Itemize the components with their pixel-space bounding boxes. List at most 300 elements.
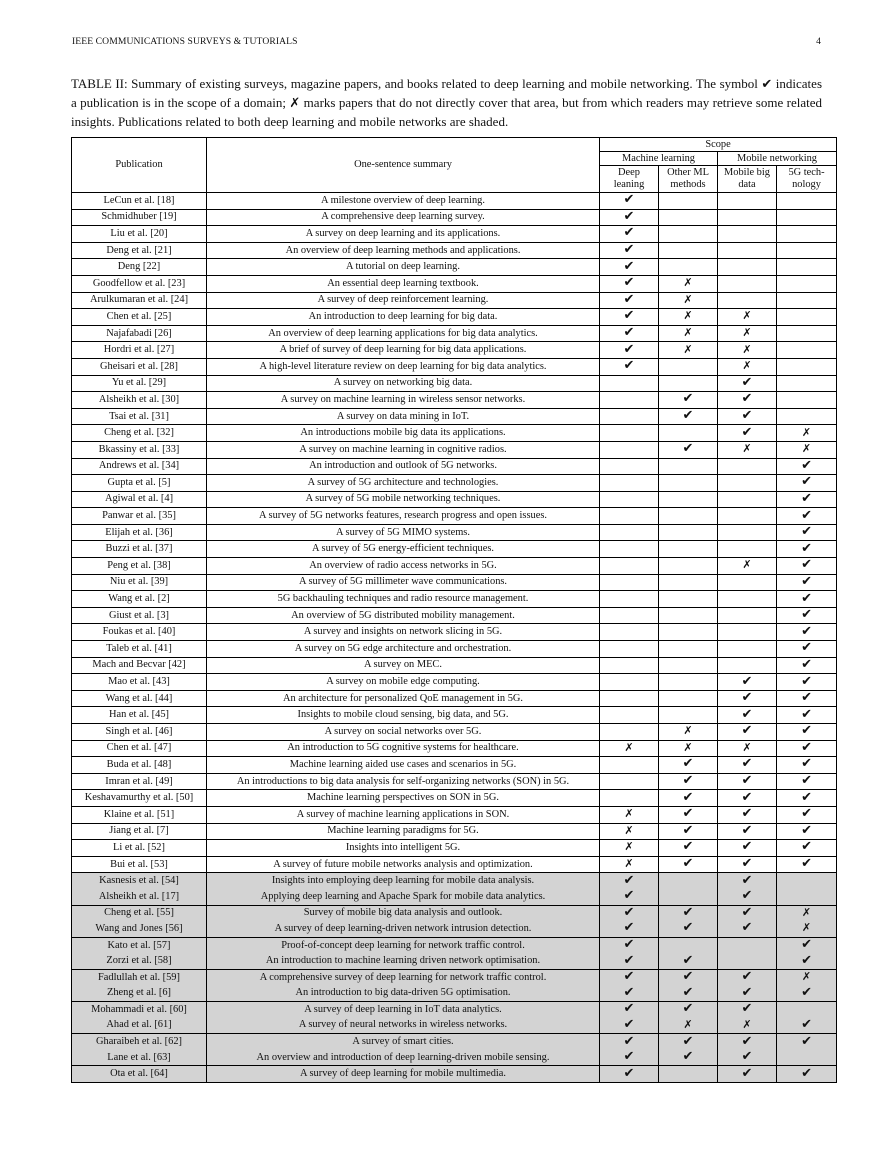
scope-cell xyxy=(659,342,718,359)
cross-icon: ✗ xyxy=(683,326,693,340)
running-header xyxy=(72,36,821,50)
scope-cell xyxy=(659,508,718,525)
scope-cell xyxy=(659,969,718,985)
scope-cell xyxy=(600,690,659,707)
scope-cell xyxy=(777,674,837,691)
check-icon: ✔ xyxy=(801,474,812,490)
summary-cell: A tutorial on deep learning. xyxy=(207,259,600,276)
summary-cell: A milestone overview of deep learning. xyxy=(207,193,600,210)
scope-cell xyxy=(659,773,718,790)
table-row xyxy=(72,242,837,259)
summary-cell: An overview of deep learning applications for big data analytics. xyxy=(207,325,600,342)
cross-icon: ✗ xyxy=(801,442,812,456)
scope-cell xyxy=(659,674,718,691)
summary-cell: A survey on deep learning and its applications. xyxy=(207,226,600,243)
check-icon: ✔ xyxy=(801,1033,812,1049)
scope-cell xyxy=(777,242,837,259)
summary-cell: A brief of survey of deep learning for big data applications. xyxy=(207,342,600,359)
col-group-mobile-networking: Mobile networking xyxy=(718,152,837,166)
table-row xyxy=(72,342,837,359)
table-row xyxy=(72,724,837,741)
summary-cell: An overview of radio access networks in 5G. xyxy=(207,558,600,575)
scope-cell xyxy=(718,937,777,953)
col-header-deep-learning: Deep leaning xyxy=(600,166,659,193)
scope-cell xyxy=(777,558,837,575)
check-icon: ✔ xyxy=(741,789,753,805)
summary-cell: An essential deep learning textbook. xyxy=(207,275,600,292)
scope-cell xyxy=(777,209,837,226)
publication-cell: Agiwal et al. [4] xyxy=(72,491,207,508)
check-icon: ✔ xyxy=(623,921,635,936)
check-icon: ✔ xyxy=(741,424,753,440)
scope-cell xyxy=(600,969,659,985)
scope-cell xyxy=(659,607,718,624)
scope-cell xyxy=(718,806,777,823)
col-header-other-ml: Other ML methods xyxy=(659,166,718,193)
table-row xyxy=(72,790,837,807)
check-icon: ✔ xyxy=(623,1017,635,1032)
scope-cell xyxy=(777,724,837,741)
summary-cell: Machine learning perspectives on SON in 5G. xyxy=(207,790,600,807)
table-row xyxy=(72,259,837,276)
table-row xyxy=(72,740,837,757)
scope-cell xyxy=(659,541,718,558)
check-icon: ✔ xyxy=(623,192,635,208)
scope-cell xyxy=(718,375,777,392)
table-caption xyxy=(71,75,822,131)
scope-cell xyxy=(659,325,718,342)
table-row xyxy=(72,1050,837,1066)
check-icon: ✔ xyxy=(741,806,753,822)
scope-cell xyxy=(718,757,777,774)
scope-cell xyxy=(600,641,659,658)
summary-cell: A survey on mobile edge computing. xyxy=(207,674,600,691)
scope-cell xyxy=(777,458,837,475)
publication-cell: Wang et al. [44] xyxy=(72,690,207,707)
col-header-5g: 5G tech- nology xyxy=(777,166,837,193)
summary-cell: An architecture for personalized QoE management in 5G. xyxy=(207,690,600,707)
scope-cell xyxy=(777,856,837,873)
table-row xyxy=(72,921,837,937)
scope-cell xyxy=(600,823,659,840)
scope-cell xyxy=(718,607,777,624)
publication-cell: Elijah et al. [36] xyxy=(72,524,207,541)
scope-cell xyxy=(600,475,659,492)
scope-cell xyxy=(777,1066,837,1083)
check-icon: ✔ xyxy=(682,985,694,1000)
check-icon: ✔ xyxy=(801,1017,812,1032)
scope-cell xyxy=(718,657,777,674)
summary-cell: An introduction to 5G cognitive systems for healthcare. xyxy=(207,740,600,757)
scope-cell xyxy=(718,392,777,409)
scope-cell xyxy=(777,873,837,889)
check-icon: ✔ xyxy=(623,1049,635,1065)
check-icon: ✔ xyxy=(801,491,812,506)
table-row xyxy=(72,806,837,823)
scope-cell xyxy=(659,953,718,969)
scope-cell xyxy=(718,840,777,857)
summary-cell: A survey of neural networks in wireless networks. xyxy=(207,1018,600,1034)
table-row xyxy=(72,953,837,969)
scope-cell xyxy=(600,491,659,508)
table-row xyxy=(72,458,837,475)
table-row xyxy=(72,657,837,674)
scope-cell xyxy=(600,873,659,889)
check-icon: ✔ xyxy=(801,740,812,755)
caption-text-1: TABLE II: Summary of existing surveys, magazine papers, and books related to deep learning and mobile networking. The symbol xyxy=(71,76,762,91)
publication-cell: Hordri et al. [27] xyxy=(72,342,207,359)
publication-cell: Gharaibeh et al. [62] xyxy=(72,1034,207,1050)
cross-icon: ✗ xyxy=(683,276,693,290)
scope-cell xyxy=(777,707,837,724)
table-row xyxy=(72,641,837,658)
scope-cell xyxy=(600,657,659,674)
publication-cell: Deng et al. [21] xyxy=(72,242,207,259)
table-row xyxy=(72,574,837,591)
table-row xyxy=(72,226,837,243)
check-icon: ✔ xyxy=(741,773,753,789)
scope-cell xyxy=(718,524,777,541)
check-icon: ✔ xyxy=(682,823,694,838)
table-row xyxy=(72,491,837,508)
check-icon: ✔ xyxy=(801,856,812,872)
table-row xyxy=(72,1034,837,1050)
scope-cell xyxy=(718,1034,777,1050)
scope-cell xyxy=(718,1002,777,1018)
scope-cell xyxy=(718,921,777,937)
check-icon: ✔ xyxy=(741,1001,753,1017)
scope-cell xyxy=(600,607,659,624)
cross-icon: ✗ xyxy=(742,309,752,323)
scope-cell xyxy=(600,574,659,591)
publication-cell: Jiang et al. [7] xyxy=(72,823,207,840)
publication-cell: Alsheikh et al. [17] xyxy=(72,889,207,905)
summary-cell: An introduction to big data-driven 5G optimisation. xyxy=(207,986,600,1002)
summary-cell: An introduction to deep learning for big data. xyxy=(207,309,600,326)
cross-icon: ✗ xyxy=(801,921,812,935)
scope-cell xyxy=(659,757,718,774)
cross-icon: ✗ xyxy=(742,740,752,754)
scope-cell xyxy=(600,375,659,392)
scope-cell xyxy=(600,986,659,1002)
scope-cell xyxy=(718,674,777,691)
summary-cell: Survey of mobile big data analysis and outlook. xyxy=(207,905,600,921)
table-row xyxy=(72,905,837,921)
scope-cell xyxy=(600,342,659,359)
summary-cell: An introduction to machine learning driven network optimisation. xyxy=(207,953,600,969)
cross-icon: ✗ xyxy=(683,309,693,323)
table-row xyxy=(72,441,837,458)
cross-icon: ✗ xyxy=(742,442,752,456)
scope-cell xyxy=(659,1018,718,1034)
scope-cell xyxy=(777,375,837,392)
summary-cell: A survey on machine learning in cognitive radios. xyxy=(207,441,600,458)
scope-cell xyxy=(659,657,718,674)
publication-cell: Cheng et al. [55] xyxy=(72,905,207,921)
cross-icon: ✗ xyxy=(801,970,812,984)
summary-cell: Proof-of-concept deep learning for network traffic control. xyxy=(207,937,600,953)
scope-cell xyxy=(659,740,718,757)
scope-cell xyxy=(600,292,659,309)
scope-cell xyxy=(777,657,837,674)
summary-cell: A survey and insights on network slicing in 5G. xyxy=(207,624,600,641)
scope-cell xyxy=(718,309,777,326)
scope-cell xyxy=(718,1050,777,1066)
scope-cell xyxy=(600,806,659,823)
check-icon: ✔ xyxy=(623,209,635,224)
scope-cell xyxy=(659,358,718,375)
publication-cell: Buda et al. [48] xyxy=(72,757,207,774)
check-icon: ✔ xyxy=(741,985,753,1000)
check-icon: ✔ xyxy=(682,1033,694,1049)
table-row xyxy=(72,856,837,873)
survey-table xyxy=(71,137,837,1083)
journal-name: IEEE COMMUNICATIONS SURVEYS & TUTORIALS xyxy=(72,36,298,47)
check-icon: ✔ xyxy=(801,789,812,805)
publication-cell: Schmidhuber [19] xyxy=(72,209,207,226)
check-icon: ✔ xyxy=(801,607,812,623)
scope-cell xyxy=(718,873,777,889)
scope-cell xyxy=(600,740,659,757)
check-icon: ✔ xyxy=(801,690,812,706)
scope-cell xyxy=(659,937,718,953)
scope-cell xyxy=(718,209,777,226)
table-row xyxy=(72,408,837,425)
scope-cell xyxy=(659,1034,718,1050)
check-icon: ✔ xyxy=(623,1065,635,1081)
publication-cell: Alsheikh et al. [30] xyxy=(72,392,207,409)
publication-cell: Panwar et al. [35] xyxy=(72,508,207,525)
check-icon: ✔ xyxy=(623,258,635,274)
publication-cell: Taleb et al. [41] xyxy=(72,641,207,658)
scope-cell xyxy=(600,458,659,475)
table-row xyxy=(72,889,837,905)
scope-cell xyxy=(718,953,777,969)
summary-cell: An overview and introduction of deep learning-driven mobile sensing. xyxy=(207,1050,600,1066)
check-icon: ✔ xyxy=(741,872,753,888)
publication-cell: Mao et al. [43] xyxy=(72,674,207,691)
scope-cell xyxy=(777,1002,837,1018)
summary-cell: Insights into employing deep learning for mobile data analysis. xyxy=(207,873,600,889)
check-icon: ✔ xyxy=(801,937,812,953)
table-row xyxy=(72,969,837,985)
table-row xyxy=(72,757,837,774)
scope-cell xyxy=(600,757,659,774)
scope-cell xyxy=(718,591,777,608)
scope-cell xyxy=(777,392,837,409)
scope-cell xyxy=(600,1034,659,1050)
publication-cell: Niu et al. [39] xyxy=(72,574,207,591)
publication-cell: Deng [22] xyxy=(72,259,207,276)
check-icon: ✔ xyxy=(801,723,812,739)
check-icon: ✔ xyxy=(741,856,753,872)
scope-cell xyxy=(777,921,837,937)
publication-cell: Ota et al. [64] xyxy=(72,1066,207,1083)
scope-cell xyxy=(659,641,718,658)
check-icon: ✔ xyxy=(623,242,635,258)
check-icon: ✔ xyxy=(741,391,753,407)
publication-cell: Ahad et al. [61] xyxy=(72,1018,207,1034)
scope-cell xyxy=(659,475,718,492)
scope-cell xyxy=(600,193,659,210)
scope-cell xyxy=(600,524,659,541)
scope-cell xyxy=(777,508,837,525)
check-icon: ✔ xyxy=(801,985,812,1000)
table-row xyxy=(72,1018,837,1034)
publication-cell: Foukas et al. [40] xyxy=(72,624,207,641)
cross-icon: ✗ xyxy=(683,342,693,356)
scope-cell xyxy=(718,292,777,309)
scope-cell xyxy=(659,408,718,425)
table-row xyxy=(72,937,837,953)
scope-cell xyxy=(777,491,837,508)
check-icon: ✔ xyxy=(801,773,812,789)
summary-cell: A survey on machine learning in wireless sensor networks. xyxy=(207,392,600,409)
scope-cell xyxy=(777,408,837,425)
publication-cell: Chen et al. [47] xyxy=(72,740,207,757)
table-row xyxy=(72,1066,837,1083)
check-icon: ✔ xyxy=(623,308,635,324)
check-icon: ✔ xyxy=(801,524,812,540)
check-icon: ✔ xyxy=(741,823,753,838)
scope-cell xyxy=(718,690,777,707)
check-icon: ✔ xyxy=(623,888,635,904)
table-row xyxy=(72,624,837,641)
scope-cell xyxy=(600,707,659,724)
publication-cell: Mach and Becvar [42] xyxy=(72,657,207,674)
scope-cell xyxy=(777,275,837,292)
check-icon: ✔ xyxy=(741,408,753,424)
scope-cell xyxy=(600,889,659,905)
table-row xyxy=(72,358,837,375)
check-icon: ✔ xyxy=(741,690,753,706)
check-icon: ✔ xyxy=(682,756,694,772)
table-row xyxy=(72,309,837,326)
check-icon: ✔ xyxy=(682,839,694,855)
scope-cell xyxy=(777,953,837,969)
scope-cell xyxy=(718,740,777,757)
publication-cell: Gheisari et al. [28] xyxy=(72,358,207,375)
check-icon: ✔ xyxy=(623,872,635,888)
scope-cell xyxy=(659,905,718,921)
scope-cell xyxy=(600,953,659,969)
scope-cell xyxy=(659,1002,718,1018)
scope-cell xyxy=(718,275,777,292)
scope-cell xyxy=(659,986,718,1002)
check-icon: ✔ xyxy=(741,375,753,390)
scope-cell xyxy=(718,707,777,724)
table-row xyxy=(72,209,837,226)
check-icon: ✔ xyxy=(741,888,753,904)
summary-cell: A survey of 5G networks features, research progress and open issues. xyxy=(207,508,600,525)
check-icon: ✔ xyxy=(623,937,635,953)
publication-cell: Zorzi et al. [58] xyxy=(72,953,207,969)
scope-cell xyxy=(718,408,777,425)
scope-cell xyxy=(659,1050,718,1066)
publication-cell: Cheng et al. [32] xyxy=(72,425,207,442)
cross-icon: ✗ xyxy=(801,905,812,919)
table-row xyxy=(72,986,837,1002)
scope-cell xyxy=(600,624,659,641)
check-icon: ✔ xyxy=(623,341,635,357)
publication-cell: Kasnesis et al. [54] xyxy=(72,873,207,889)
cross-icon: ✗ xyxy=(683,724,693,738)
publication-cell: Peng et al. [38] xyxy=(72,558,207,575)
table-row xyxy=(72,840,837,857)
summary-cell: Machine learning paradigms for 5G. xyxy=(207,823,600,840)
check-icon: ✔ xyxy=(623,292,635,307)
check-icon: ✔ xyxy=(682,806,694,822)
scope-cell xyxy=(777,574,837,591)
scope-cell xyxy=(777,226,837,243)
publication-cell: Tsai et al. [31] xyxy=(72,408,207,425)
scope-cell xyxy=(718,889,777,905)
publication-cell: Chen et al. [25] xyxy=(72,309,207,326)
scope-cell xyxy=(659,856,718,873)
table-body xyxy=(72,193,837,1083)
scope-cell xyxy=(777,740,837,757)
check-icon: ✔ xyxy=(682,905,694,920)
scope-cell xyxy=(659,309,718,326)
cross-icon: ✗ xyxy=(624,840,634,854)
scope-cell xyxy=(600,856,659,873)
publication-cell: Singh et al. [46] xyxy=(72,724,207,741)
scope-cell xyxy=(777,969,837,985)
col-header-mobile-big-data: Mobile big data xyxy=(718,166,777,193)
summary-cell: A survey on MEC. xyxy=(207,657,600,674)
scope-cell xyxy=(600,1066,659,1083)
scope-cell xyxy=(777,342,837,359)
check-icon: ✔ xyxy=(623,1001,635,1017)
publication-cell: Klaine et al. [51] xyxy=(72,806,207,823)
table-row xyxy=(72,607,837,624)
scope-cell xyxy=(777,524,837,541)
check-icon: ✔ xyxy=(623,225,635,241)
summary-cell: A survey of 5G energy-efficient techniques. xyxy=(207,541,600,558)
check-icon: ✔ xyxy=(741,921,753,936)
check-icon: ✔ xyxy=(623,953,635,968)
publication-cell: Li et al. [52] xyxy=(72,840,207,857)
summary-cell: 5G backhauling techniques and radio resource management. xyxy=(207,591,600,608)
scope-cell xyxy=(659,574,718,591)
publication-cell: Bkassiny et al. [33] xyxy=(72,441,207,458)
check-icon: ✔ xyxy=(801,806,812,822)
scope-cell xyxy=(777,889,837,905)
check-icon: ✔ xyxy=(682,953,694,968)
scope-cell xyxy=(718,905,777,921)
summary-cell: A high-level literature review on deep learning for big data analytics. xyxy=(207,358,600,375)
cross-icon: ✗ xyxy=(742,1017,752,1031)
check-icon: ✔ xyxy=(741,706,753,722)
check-icon: ✔ xyxy=(623,985,635,1000)
cross-icon: ✗ xyxy=(742,558,752,572)
table-row xyxy=(72,674,837,691)
check-icon: ✔ xyxy=(801,823,812,838)
scope-cell xyxy=(600,408,659,425)
scope-cell xyxy=(600,674,659,691)
scope-cell xyxy=(777,425,837,442)
scope-cell xyxy=(659,425,718,442)
scope-cell xyxy=(718,724,777,741)
summary-cell: A survey of deep learning-driven network intrusion detection. xyxy=(207,921,600,937)
scope-cell xyxy=(600,275,659,292)
scope-cell xyxy=(718,441,777,458)
check-icon: ✔ xyxy=(801,706,812,722)
scope-cell xyxy=(718,574,777,591)
scope-cell xyxy=(659,624,718,641)
check-icon: ✔ xyxy=(801,557,812,573)
check-icon: ✔ xyxy=(623,905,635,920)
